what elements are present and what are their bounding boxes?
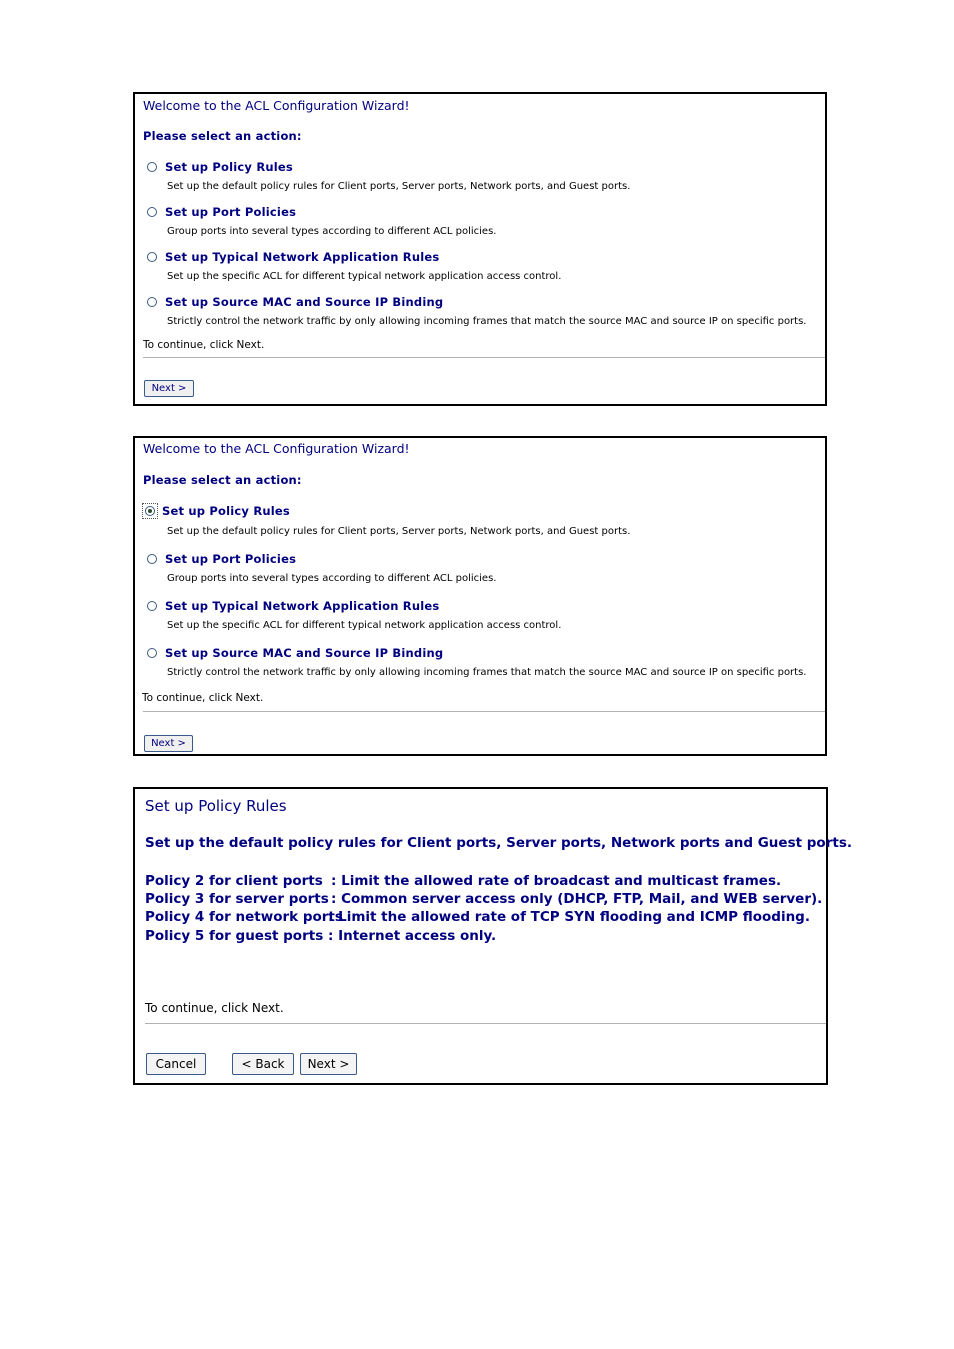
option-label: Set up Policy Rules xyxy=(162,504,290,518)
divider xyxy=(145,1023,826,1024)
divider xyxy=(143,711,825,712)
continue-instruction: To continue, click Next. xyxy=(142,692,264,704)
policy-name: Policy 2 for client ports xyxy=(145,873,323,889)
option-label: Set up Source MAC and Source IP Binding xyxy=(165,646,444,660)
policy-description: : Limit the allowed rate of TCP SYN flooding and ICMP flooding. xyxy=(328,909,810,925)
continue-instruction: To continue, click Next. xyxy=(143,339,265,351)
panel-subtitle: Set up the default policy rules for Client ports, Server ports, Network ports and Guest ports. xyxy=(145,835,852,851)
radio-button-selected-icon[interactable] xyxy=(145,506,155,516)
acl-wizard-panel-1 xyxy=(133,92,827,406)
option-description: Set up the specific ACL for different typical network application access control. xyxy=(167,271,562,282)
option-policy-rules[interactable] xyxy=(141,503,290,519)
select-action-prompt: Please select an action: xyxy=(143,129,302,143)
option-description: Group ports into several types according to different ACL policies. xyxy=(167,573,497,584)
option-policy-rules[interactable] xyxy=(143,159,293,175)
option-description: Set up the default policy rules for Client ports, Server ports, Network ports, and Guest ports. xyxy=(167,526,631,537)
next-button[interactable]: Next > xyxy=(300,1053,357,1075)
option-description: Strictly control the network traffic by only allowing incoming frames that match the source MAC and source IP on specific ports. xyxy=(167,316,807,327)
option-port-policies[interactable] xyxy=(143,551,296,567)
acl-wizard-panel-2 xyxy=(133,436,827,756)
next-button[interactable]: Next > xyxy=(144,380,194,397)
option-label: Set up Source MAC and Source IP Binding xyxy=(165,295,444,309)
radio-button-icon[interactable] xyxy=(147,554,157,564)
option-description: Set up the default policy rules for Client ports, Server ports, Network ports, and Guest ports. xyxy=(167,181,631,192)
option-label: Set up Port Policies xyxy=(165,552,297,566)
panel-title: Set up Policy Rules xyxy=(145,797,287,815)
option-description: Strictly control the network traffic by only allowing incoming frames that match the source MAC and source IP on specific ports. xyxy=(167,667,807,678)
policy-name: Policy 4 for network ports xyxy=(145,909,343,925)
radio-button-icon[interactable] xyxy=(147,297,157,307)
option-label: Set up Typical Network Application Rules xyxy=(165,250,440,264)
option-label: Set up Port Policies xyxy=(165,205,297,219)
option-network-application-rules[interactable] xyxy=(143,249,439,265)
radio-button-icon[interactable] xyxy=(147,252,157,262)
radio-button-icon[interactable] xyxy=(147,648,157,658)
cancel-button[interactable]: Cancel xyxy=(146,1053,206,1075)
option-description: Set up the specific ACL for different typical network application access control. xyxy=(167,620,562,631)
option-label: Set up Typical Network Application Rules xyxy=(165,599,440,613)
back-button[interactable]: < Back xyxy=(232,1053,294,1075)
radio-button-icon[interactable] xyxy=(147,601,157,611)
option-description: Group ports into several types according to different ACL policies. xyxy=(167,226,497,237)
policy-description: : Internet access only. xyxy=(328,928,497,944)
wizard-title: Welcome to the ACL Configuration Wizard! xyxy=(143,98,410,113)
policy-rules-panel xyxy=(133,787,852,1085)
wizard-title: Welcome to the ACL Configuration Wizard! xyxy=(143,441,410,456)
next-button[interactable]: Next > xyxy=(144,735,193,752)
option-label: Set up Policy Rules xyxy=(165,160,293,174)
continue-instruction: To continue, click Next. xyxy=(145,1001,284,1015)
option-mac-ip-binding[interactable] xyxy=(143,294,443,310)
policy-description: : Limit the allowed rate of broadcast and multicast frames. xyxy=(331,873,782,889)
radio-focus-ring[interactable] xyxy=(142,503,158,519)
radio-button-icon[interactable] xyxy=(147,162,157,172)
option-mac-ip-binding[interactable] xyxy=(143,645,443,661)
policy-name: Policy 5 for guest ports xyxy=(145,928,324,944)
radio-button-icon[interactable] xyxy=(147,207,157,217)
divider xyxy=(143,357,825,358)
option-port-policies[interactable] xyxy=(143,204,296,220)
select-action-prompt: Please select an action: xyxy=(143,473,302,487)
option-network-application-rules[interactable] xyxy=(143,598,439,614)
policy-description: : Common server access only (DHCP, FTP, Mail, and WEB server). xyxy=(331,891,823,907)
policy-name: Policy 3 for server ports xyxy=(145,891,329,907)
